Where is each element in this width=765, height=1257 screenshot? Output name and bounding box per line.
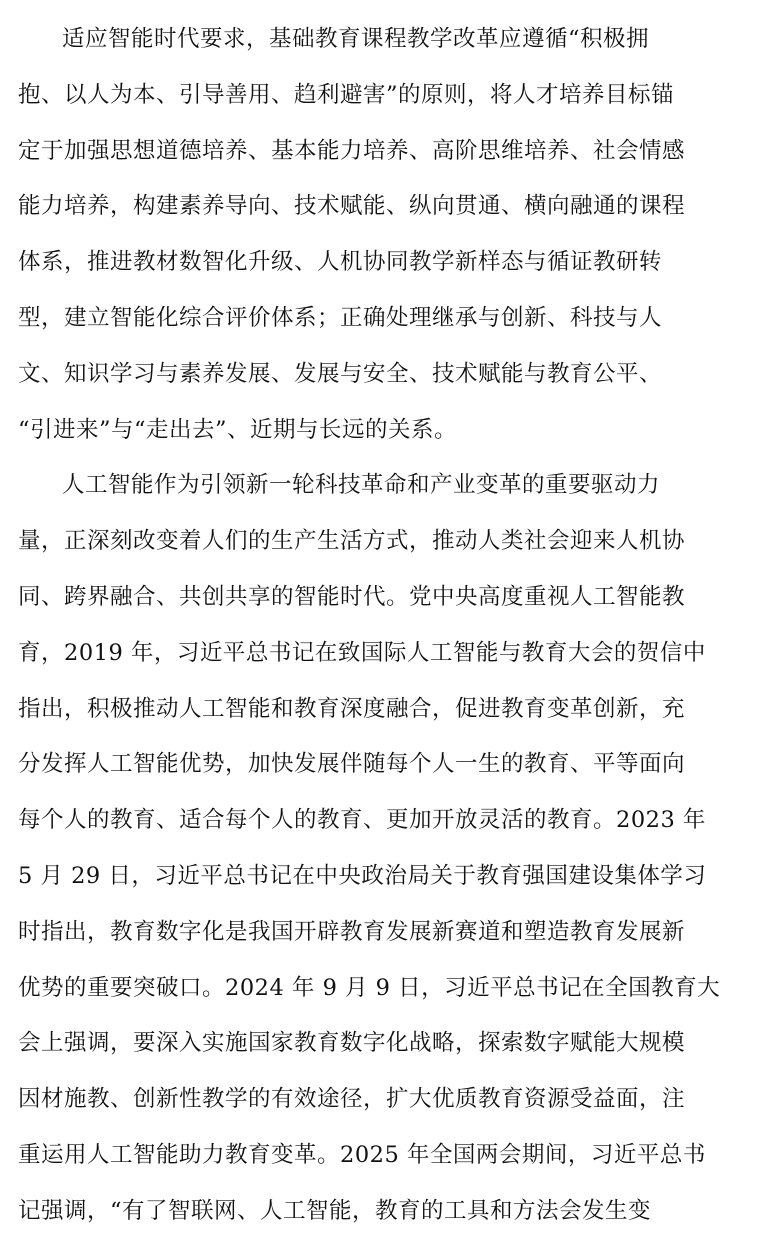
paragraph-1-line: 体系，推进教材数智化升级、人机协同教学新样态与循证教研转 bbox=[18, 249, 663, 276]
paragraph-2-line: 记强调，“有了智联网、人工智能，教育的工具和方法会发生变 bbox=[18, 1197, 652, 1224]
paragraph-1-line: “引进来”与“走出去”、近期与长远的关系。 bbox=[18, 416, 458, 443]
paragraph-1-line: 文、知识学习与素养发展、发展与安全、技术赋能与教育公平、 bbox=[18, 360, 663, 387]
paragraph-2-line: 5 月 29 日，习近平总书记在中央政治局关于教育强国建设集体学习 bbox=[18, 862, 707, 889]
paragraph-1-line: 适应智能时代要求，基础教育课程教学改革应遵循“积极拥 bbox=[62, 26, 650, 52]
document-body bbox=[18, 12, 760, 1240]
paragraph-2 bbox=[18, 458, 760, 1239]
paragraph-2-line: 重运用人工智能助力教育变革。2025 年全国两会期间，习近平总书 bbox=[18, 1141, 706, 1168]
paragraph-2-line: 每个人的教育、适合每个人的教育、更加开放灵活的教育。2023 年 bbox=[18, 807, 706, 834]
paragraph-1-line: 型，建立智能化综合评价体系；正确处理继承与创新、科技与人 bbox=[18, 304, 663, 331]
paragraph-1-line: 能力培养，构建素养导向、技术赋能、纵向贯通、横向融通的课程 bbox=[18, 193, 686, 220]
paragraph-2-line: 同、跨界融合、共创共享的智能时代。党中央高度重视人工智能教 bbox=[18, 583, 686, 610]
paragraph-1 bbox=[18, 12, 760, 458]
paragraph-2-line: 育，2019 年，习近平总书记在致国际人工智能与教育大会的贺信中 bbox=[18, 639, 706, 666]
paragraph-1-line: 定于加强思想道德培养、基本能力培养、高阶思维培养、社会情感 bbox=[18, 137, 686, 164]
paragraph-2-line: 优势的重要突破口。2024 年 9 月 9 日，习近平总书记在全国教育大 bbox=[18, 974, 721, 1001]
paragraph-2-line: 指出，积极推动人工智能和教育深度融合，促进教育变革创新，充 bbox=[18, 695, 686, 722]
paragraph-2-line: 人工智能作为引领新一轮科技革命和产业变革的重要驱动力 bbox=[62, 472, 661, 499]
paragraph-1-line: 抱、以人为本、引导善用、趋利避害”的原则，将人才培养目标锚 bbox=[18, 81, 675, 108]
paragraph-2-line: 因材施教、创新性教学的有效途径，扩大优质教育资源受益面，注 bbox=[18, 1086, 686, 1113]
paragraph-2-line: 分发挥人工智能优势，加快发展伴随每个人一生的教育、平等面向 bbox=[18, 751, 686, 778]
paragraph-2-line: 量，正深刻改变着人们的生产生活方式，推动人类社会迎来人机协 bbox=[18, 528, 686, 555]
paragraph-2-line: 时指出，教育数字化是我国开辟教育发展新赛道和塑造教育发展新 bbox=[18, 918, 686, 945]
paragraph-2-line: 会上强调，要深入实施国家教育数字化战略，探索数字赋能大规模 bbox=[18, 1030, 686, 1057]
